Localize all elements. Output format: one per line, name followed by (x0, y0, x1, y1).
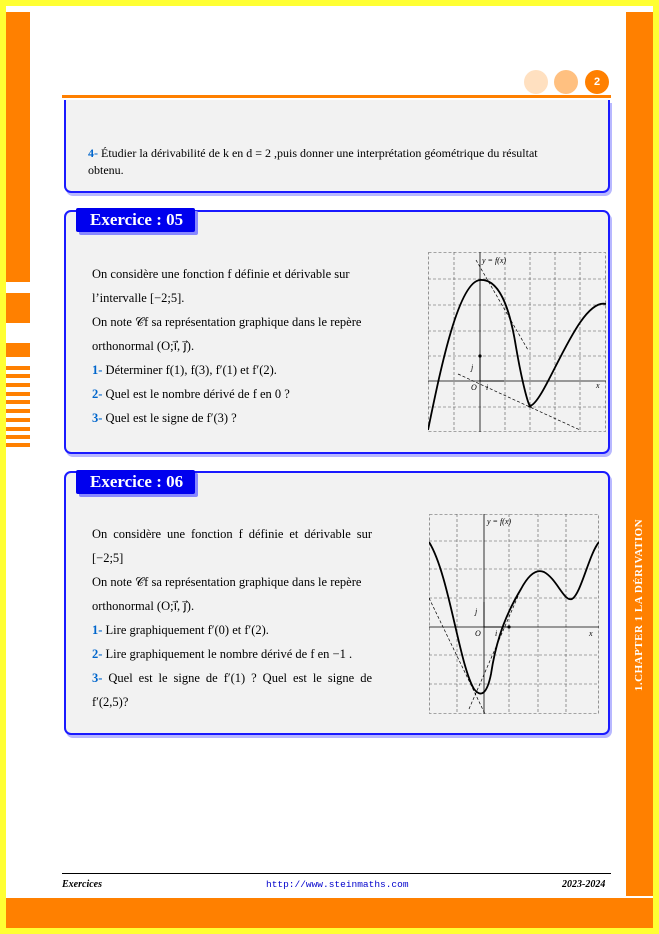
left-strip-block (6, 293, 30, 323)
footer-line (62, 873, 611, 874)
bottom-band (6, 898, 653, 928)
ex05-q1: 1- Déterminer f(1), f(3), f′(1) et f′(2). (92, 363, 277, 377)
left-bar (6, 443, 30, 447)
ex06-q1: 1- Lire graphiquement f′(0) et f′(2). (92, 623, 269, 637)
j-label: j⃗ (475, 607, 484, 616)
ex05-q2: 2- Quel est le nombre dérivé de f en 0 ? (92, 387, 290, 401)
left-bar (6, 392, 30, 396)
header-dot (554, 70, 578, 94)
origin-label: O (471, 383, 477, 392)
i-label: i⃗ (495, 629, 504, 638)
header-line (62, 95, 611, 98)
footer-right: 2023-2024 (562, 879, 606, 890)
x-label: x (589, 629, 593, 638)
left-bar (6, 409, 30, 413)
left-bar (6, 374, 30, 378)
left-bar (6, 383, 30, 387)
left-strip-block (6, 343, 30, 357)
ex06-q3: 3- Quel est le signe de f′(1) ? Quel est le signe de (92, 671, 373, 685)
exercise-05-text: On considère une fonction f définie et dérivable sur l’intervalle [−2;5]. On note 𝒞f sa représentation graphique dans le repère orthonormal (O;i⃗, j⃗). 1- Déterminer f(1), f(3), f′(1) et f′(2). 2- Quel est le nombre dérivé de f en 0 ? 3- Quel est le signe de f′(3) ? (92, 262, 382, 430)
y-label: y = f(x) (487, 517, 512, 526)
ex06-q2: 2- Lire graphiquement le nombre dérivé de f en −1 . (92, 647, 353, 661)
left-bar (6, 366, 30, 370)
ex05-q3: 3- Quel est le signe de f′(3) ? (92, 411, 237, 425)
graph-grid (429, 514, 599, 714)
graph-grid (428, 252, 606, 432)
left-bar (6, 400, 30, 404)
point (507, 625, 510, 628)
footer-left: Exercices (62, 879, 102, 890)
question-4: 4- Étudier la dérivabilité de k en d = 2 ,puis donner une interprétation géométrique du résultat obtenu. (88, 146, 538, 177)
exercise-06-text: On considère une fonction f définie et dérivable sur [−2;5] On note 𝒞f sa représentation graphique dans le repère orthonormal (O;i⃗, j⃗). 1- Lire graphiquement f′(0) et f′(2). 2- Lire graphiquement le nombre dérivé de f en −1 . 3- Quel est le signe de f′(1) ? Quel est le signe de f′(2,5)? (92, 527, 373, 709)
origin-label: O (475, 629, 481, 638)
y-label: y = f(x) (482, 256, 507, 265)
footer-link[interactable]: http://www.steinmaths.com (266, 879, 409, 890)
exercise-06-graph (429, 514, 599, 714)
x-label: x (596, 381, 600, 390)
left-strip-top (6, 12, 30, 282)
function-curve (429, 542, 599, 694)
point (478, 354, 481, 357)
page-number: 2 (585, 70, 609, 94)
function-curve (428, 280, 606, 430)
left-bar (6, 427, 30, 431)
left-bar (6, 418, 30, 422)
point (528, 404, 531, 407)
exercise-05-title: Exercice : 05 (76, 208, 195, 232)
right-strip (626, 12, 653, 896)
exercise-06-title: Exercice : 06 (76, 470, 195, 494)
j-label: j⃗ (471, 363, 480, 372)
i-label: i⃗ (486, 383, 495, 392)
left-bar (6, 435, 30, 439)
header-dot (524, 70, 548, 94)
chapter-side-title: 1.CHAPTER 1 LA DÉRIVATION (633, 518, 646, 692)
exercise-05-graph (428, 252, 606, 432)
